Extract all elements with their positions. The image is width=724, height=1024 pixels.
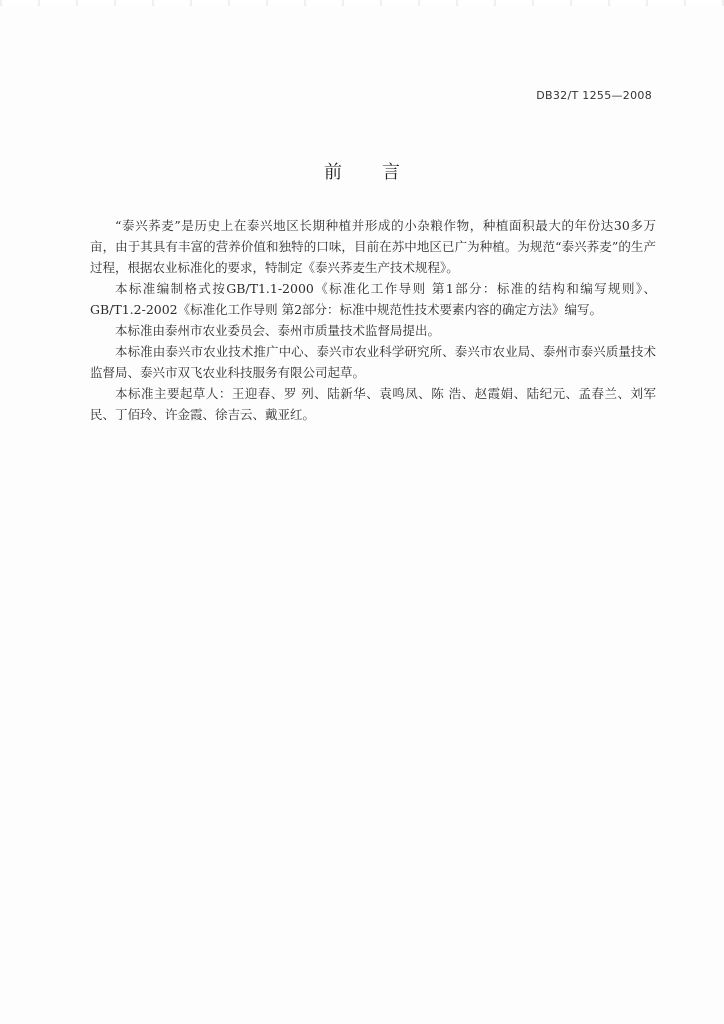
title-char-2: 言 [382, 162, 400, 183]
paragraph-proposer: 本标准由泰州市农业委员会、泰州市质量技术监督局提出。 [115, 323, 441, 338]
paragraph-drafters: 本标准主要起草人：王迎春、罗 列、陆新华、袁鸣凤、陈 浩、赵霞娟、陆纪元、孟春兰、刘军民、丁佰玲、许金霞、徐吉云、戴亚红。 [90, 386, 656, 422]
paragraph-drafting-units: 本标准由泰兴市农业技术推广中心、泰兴市农业科学研究所、泰兴市农业局、泰州市泰兴质量技术监督局、泰兴市双飞农业科技服务有限公司起草。 [90, 344, 656, 380]
standard-code: DB32/T 1255—2008 [536, 89, 652, 102]
paragraph-format: 本标准编制格式按GB/T1.1-2000《标准化工作导则 第1部分：标准的结构和编写规则》、GB/T1.2-2002《标准化工作导则 第2部分：标准中规范性技术要素内容的确定方法》编写。 [90, 281, 656, 317]
paragraph-intro: “泰兴荞麦”是历史上在泰兴地区长期种植并形成的小杂粮作物，种植面积最大的年份达30多万亩，由于其具有丰富的营养价值和独特的口味，目前在苏中地区已广为种植。为规范“泰兴荞麦”的生产过程，根据农业标准化的要求，特制定《泰兴荞麦生产技术规程》。 [90, 218, 656, 275]
scan-edge-artifact [0, 0, 724, 6]
page-title [0, 158, 724, 184]
foreword-body [90, 215, 656, 425]
title-char-1: 前 [324, 162, 342, 183]
